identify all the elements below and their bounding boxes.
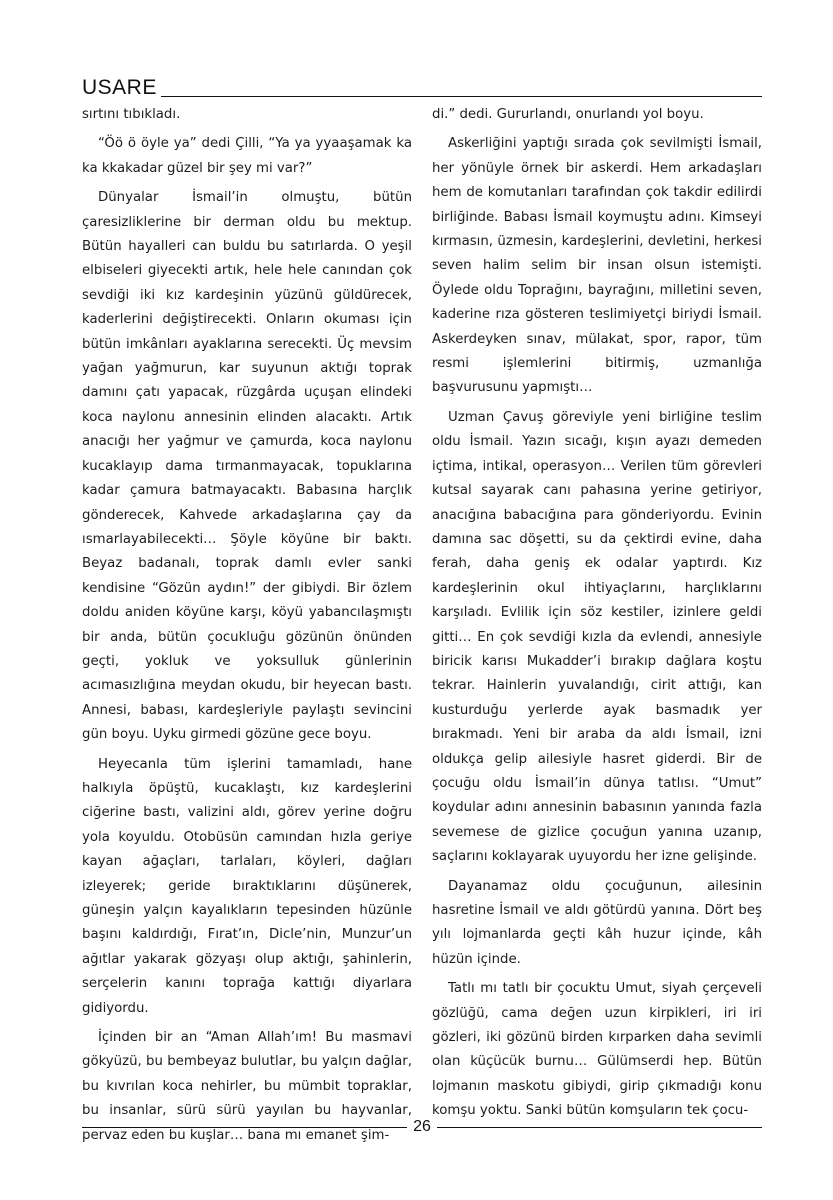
paragraph: Dayanamaz oldu çocuğunun, ailesinin hasretine İsmail ve aldı götürdü yanına. Dört beş yılı lojmanlarda geçti kâh huzur içinde, kâh hüzün içinde. — [432, 878, 762, 967]
right-column — [432, 103, 762, 1119]
paragraph: “Öö ö öyle ya” dedi Çilli, “Ya ya yyaaşamak ka ka kkakadar güzel bir şey mi var?” — [82, 136, 412, 176]
paragraph: Heyecanla tüm işlerini tamamladı, hane halkıyla öpüştü, kucaklaştı, kız kardeşlerini ciğerine bastı, valizini aldı, görev yerine doğru yola koyuldu. Otobüsün camından hızla geriye kayan ağaçları, tarlaları, köyleri, dağları izleyerek; geride bıraktıklarını düşünerek, güneşin yalçın kayalıkların tepesinden hüzünle başını kaldırdığı, Fırat’ın, Dicle’nin, Munzur’un ağıtlar yakarak gözyaşı olup aktığı, şahinlerin, serçelerin kanını toprağa kattığı diyarlara gidiyordu. — [82, 756, 412, 1016]
journal-title: USARE — [82, 76, 157, 99]
paragraph: di.” dedi. Gururlandı, onurlandı yol boyu. — [432, 107, 704, 122]
paragraph: Dünyalar İsmail’in olmuştu, bütün çaresizliklerine bir derman oldu bu mektup. Bütün hayalleri can buldu bu satırlarda. O yeşil elbiseleri giyecekti artık, hele hele canından çok sevdiği iki kız kardeşinin yüzünü güldürecek, kaderlerini değiştirecekti. Onların okuması için bütün imkânları ayaklarına serecekti. Üç mevsim yağan yağmurun, kar suyunun aktığı toprak damını çatı yapacak, rüzgârda uçuşan elindeki koca naylonu annesinin elinden alacaktı. Artık anacığı her yağmur ve çamurda, koca naylonu kucaklayıp dama tırmanmayacak, topuklarına kadar çamura batmayacaktı. Babasına harçlık gönderecek, Kahvede arkadaşlarına çay da ısmarlayabilecekti… Şöyle köyüne bir baktı. Beyaz badanalı, toprak damlı evler sanki kendisine “Gözün aydın!” der gibiydi. Bir özlem doldu aniden köyüne karşı, köyü yabancılaşmıştı bir anda, bütün çocukluğu gözünün önünden geçti, yokluk ve yoksulluk günlerinin acımasızlığına meydan okudu, bir heyecan bastı. Annesi, babası, kardeşleriyle paylaştı sevincini gün boyu. Uyku girmedi gözüne gece boyu. — [82, 190, 412, 743]
paragraph: Tatlı mı tatlı bir çocuktu Umut, siyah çerçeveli gözlüğü, cama değen uzun kirpikleri, iri iri gözleri, iki gözünü birden kırparken daha sevimli olan küçücük burnu… Gülümserdi hep. Bütün lojmanın maskotu gibiydi, girip çıkmadığı konu komşu yoktu. Sanki bütün komşuların tek çocu- — [432, 981, 762, 1119]
paragraph: sırtını tıbıkladı. — [82, 107, 181, 122]
running-header — [82, 74, 762, 98]
page-number: 26 — [413, 1118, 431, 1135]
paragraph: Uzman Çavuş göreviyle yeni birliğine teslim oldu İsmail. Yazın sıcağı, kışın ayazı demeden içtima, intikal, operasyon… Verilen tüm görevleri kutsal sayarak canı pahasına yerine getiriyor, anacığına babacığına para gönderiyordu. Evinin damına sac döşetti, su da çektirdi evine, daha ferah, daha geniş ek odalar yaptırdı. Kız kardeşlerinin okul ihtiyaçlarını, harçlıklarını karşıladı. Evlilik için söz kestiler, izinlere geldi gitti… En çok sevdiği kızla da evlendi, annesiyle biricik karısı Mukadder’i bırakıp dağlara koştu tekrar. Hainlerin yuvalandığı, cirit attığı, kan kusturduğu yerlerde ayak basmadık yer bırakmadı. Yeni bir araba da aldı İsmail, izni oldukça gelip ailesiyle hasret giderdi. Bir de çocuğu oldu İsmail’in dünya tatlısı. “Umut” koydular adını annesinin babasının yanında fazla sevemese de gizlice çocuğun yanına uzanıp, saçlarını koklayarak uyuyordu her izne gelişinde. — [432, 409, 762, 865]
footer-rule-left — [82, 1127, 407, 1128]
left-column — [82, 103, 412, 1143]
paragraph: Askerliğini yaptığı sırada çok sevilmişti İsmail, her yönüyle örnek bir askerdi. Hem arkadaşları hem de komutanları tarafından çok takdir edilirdi birliğinde. Babası İsmail koymuştu adını. Kimseyi kırmasın, üzmesin, kardeşlerini, devletini, herkesi seven halim selim bir insan olsun istemişti. Öylede oldu Toprağını, bayrağını, milletini seven, kaderine rıza gösteren teslimiyetçi biriydi İsmail. Askerdeyken sınav, mülakat, spor, rapor, tüm resmi işlemlerini bitirmiş, uzmanlığa başvurusunu yapmıştı… — [432, 136, 762, 396]
paragraph: İçinden bir an “Aman Allah’ım! Bu masmavi gökyüzü, bu bembeyaz bulutlar, bu yalçın dağlar, bu kıvrılan koca nehirler, bu mümbit topraklar, bu insanlar, sürü sürü yayılan bu hayvanlar, pervaz eden bu kuşlar… bana mı emanet şim- — [82, 1030, 412, 1143]
footer-rule-right — [437, 1127, 762, 1128]
page-footer — [82, 1116, 762, 1138]
header-rule — [161, 96, 762, 97]
